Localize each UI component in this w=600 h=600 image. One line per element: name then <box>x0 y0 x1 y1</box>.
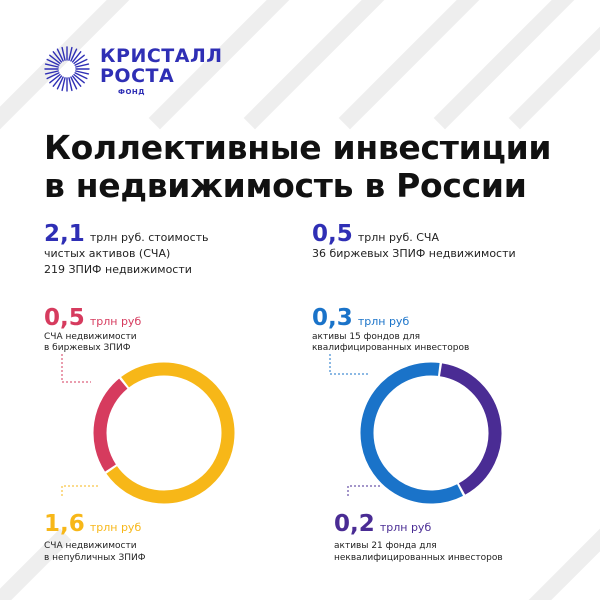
summary-right-value: 0,5 <box>312 221 353 247</box>
connector-left-top <box>62 354 91 382</box>
brand-name-line1: КРИСТАЛЛ <box>100 45 223 67</box>
left-top-unit: трлн руб <box>89 315 142 328</box>
right-bottom-desc2: неквалифицированных инвесторов <box>334 553 503 563</box>
page-title-line2: в недвижимость в России <box>44 166 527 205</box>
donut-chart-right <box>367 369 495 497</box>
connector-right-top <box>330 354 370 374</box>
donut-right-slice-purple <box>441 370 495 489</box>
donut-chart-left <box>100 369 228 497</box>
summary-left-line2: чистых активов (СЧА) <box>44 247 171 260</box>
right-bottom-value: 0,2 <box>334 511 375 537</box>
left-bottom-unit: трлн руб <box>89 521 142 534</box>
left-top-desc1: СЧА недвижимости <box>44 332 137 342</box>
donut-right-slice-blue <box>367 369 460 497</box>
summary-left-value: 2,1 <box>44 221 85 247</box>
donut-left-slice-yellow <box>112 369 228 497</box>
left-bottom-desc1: СЧА недвижимости <box>44 541 137 551</box>
donut-left-slice-red <box>100 384 123 468</box>
left-bottom-desc2: в непубличных ЗПИФ <box>44 553 146 563</box>
summary-left-line3: 219 ЗПИФ недвижимости <box>44 263 192 276</box>
right-top-desc2: квалифицированных инвесторов <box>312 343 470 353</box>
brand-subtitle: ФОНД <box>118 88 145 96</box>
summary-right-unit: трлн руб. СЧА <box>357 231 439 244</box>
left-top-value: 0,5 <box>44 305 85 331</box>
right-top-unit: трлн руб <box>357 315 410 328</box>
connector-right-bottom <box>348 486 382 496</box>
right-bottom-unit: трлн руб <box>379 521 432 534</box>
left-top-desc2: в биржевых ЗПИФ <box>44 343 131 353</box>
page-title-line1: Коллективные инвестиции <box>44 128 552 167</box>
connector-left-bottom <box>62 486 100 496</box>
left-bottom-value: 1,6 <box>44 511 85 537</box>
right-top-value: 0,3 <box>312 305 353 331</box>
summary-left-unit: трлн руб. стоимость <box>89 231 209 244</box>
brand-name-line2: РОСТА <box>100 65 175 87</box>
summary-right-line2: 36 биржевых ЗПИФ недвижимости <box>312 247 516 260</box>
right-top-desc1: активы 15 фондов для <box>312 332 420 342</box>
right-bottom-desc1: активы 21 фонда для <box>334 541 437 551</box>
